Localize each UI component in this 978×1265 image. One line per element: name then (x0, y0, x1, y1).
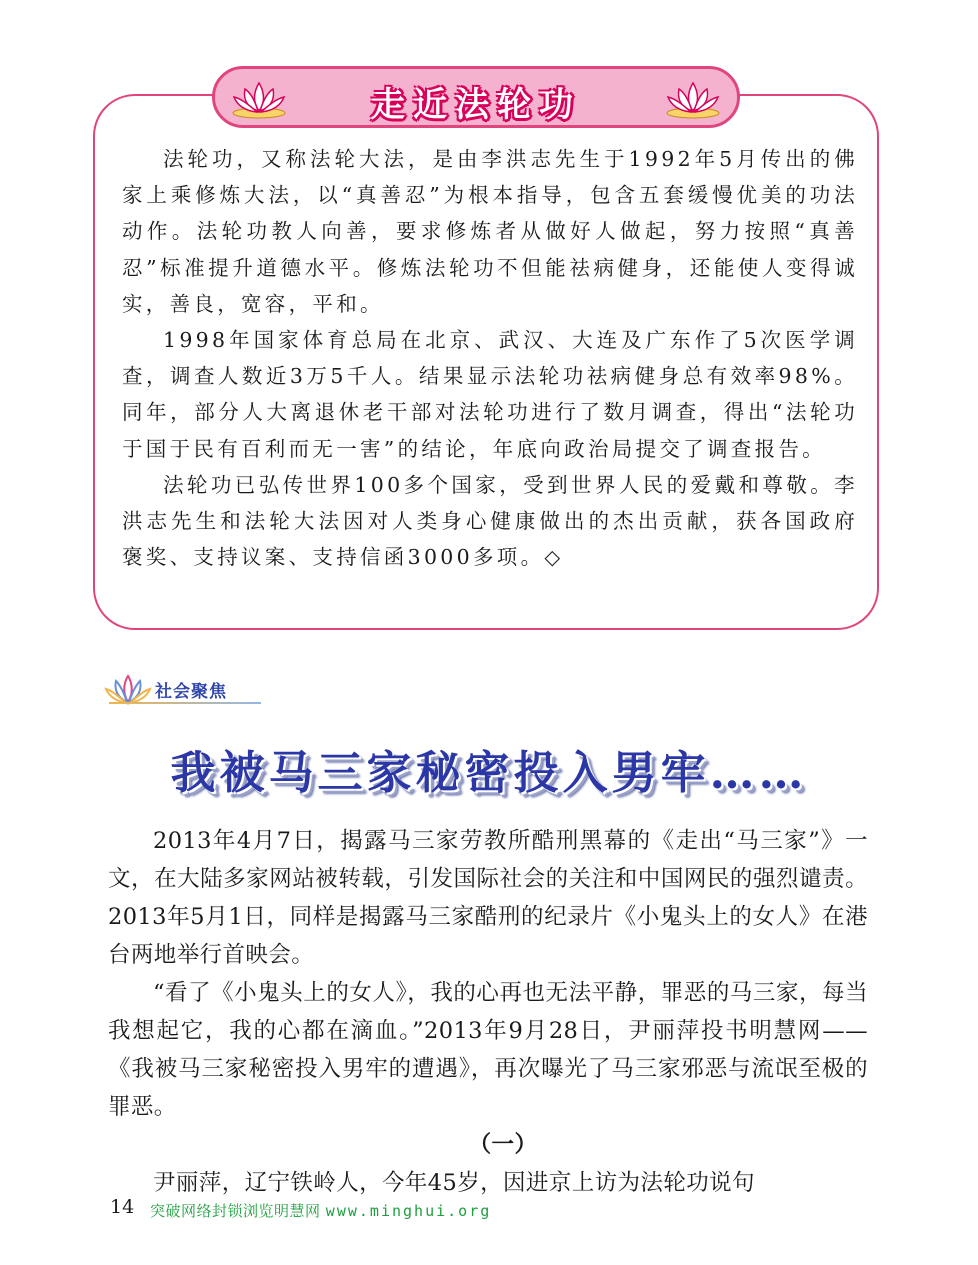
footer-text: 突破网络封锁浏览明慧网 (150, 1202, 321, 1220)
intro-paragraph: 法轮功，又称法轮大法，是由李洪志先生于1992年5月传出的佛家上乘修炼大法，以“真善忍”为根本指导，包含五套缓慢优美的功法动作。法轮功教人向善，要求修炼者从做好人做起，努力按照“真善忍”标准提升道德水平。修炼法轮功不但能祛病健身，还能使人变得诚实，善良，宽容，平和。 (122, 147, 858, 316)
intro-paragraph: 法轮功已弘传世界100多个国家，受到世界人民的爱戴和尊敬。李洪志先生和法轮大法因对人类身心健康做出的杰出贡献，获各国政府褒奖、支持议案、支持信函3000多项。◇ (122, 472, 858, 570)
article-paragraph: 尹丽萍，辽宁铁岭人，今年45岁，因进京上访为法轮功说句 (153, 1170, 755, 1196)
section-label: 社会聚焦 (155, 682, 227, 702)
page-number: 14 (110, 1196, 135, 1218)
article-body (108, 822, 868, 1202)
intro-banner (212, 66, 740, 128)
intro-paragraph: 1998年国家体育总局在北京、武汉、大连及广东作了5次医学调查，调查人数近3万5千人。结果显示法轮功祛病健身总有效率98%。同年，部分人大离退休老干部对法轮功进行了数月调查，得出“法轮功于国于民有百利而无一害”的结论，年底向政治局提交了调查报告。 (122, 328, 858, 461)
footer-url[interactable]: www.minghui.org (325, 1202, 492, 1220)
article-headline: 我被马三家秘密投入男牢…… (170, 746, 808, 799)
footer-caption (150, 1200, 491, 1221)
page-footer (110, 1196, 710, 1224)
lotus-icon (663, 77, 723, 121)
section-tag (103, 672, 263, 708)
article-paragraph: 2013年4月7日，揭露马三家劳教所酷刑黑幕的《走出“马三家”》一文，在大陆多家网站被转载，引发国际社会的关注和中国网民的强烈谴责。2013年5月1日，同样是揭露马三家酷刑的纪录片《小鬼头上的女人》在港台两地举行首映会。 (108, 828, 868, 968)
section-underline (109, 702, 261, 704)
article-subheading: （一） (468, 1132, 538, 1158)
article-paragraph: “看了《小鬼头上的女人》，我的心再也无法平静，罪恶的马三家，每当我想起它，我的心都在滴血。”2013年9月28日，尹丽萍投书明慧网——《我被马三家秘密投入男牢的遭遇》，再次曝光了马三家邪恶与流氓至极的罪恶。 (108, 980, 868, 1120)
intro-text (122, 141, 858, 575)
banner-title: 走近法轮功 (371, 85, 581, 125)
